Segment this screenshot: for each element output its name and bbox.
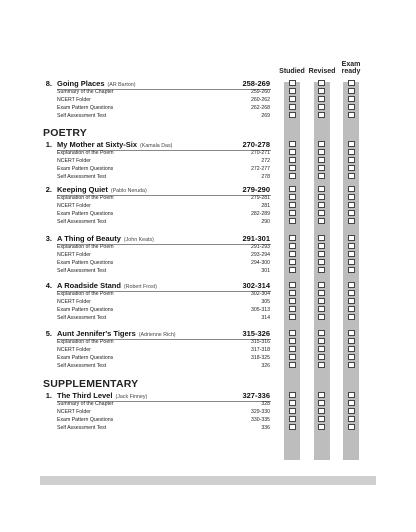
subitem-label: NCERT Folder [57, 203, 91, 210]
chapter-number: 2. [45, 185, 52, 194]
revised-checkbox[interactable] [318, 235, 325, 241]
revised-checkbox[interactable] [318, 173, 325, 179]
section-heading: POETRY [43, 127, 87, 139]
studied-checkbox[interactable] [289, 202, 296, 208]
subitem-pages: 305 [261, 299, 270, 306]
chapter-title-text: Aunt Jennifer's Tigers [57, 329, 136, 338]
exam-ready-checkbox[interactable] [348, 141, 355, 147]
studied-checkbox[interactable] [289, 282, 296, 288]
chapter-number: 5. [45, 329, 52, 338]
revised-checkbox[interactable] [318, 202, 325, 208]
exam-ready-checkbox[interactable] [348, 157, 355, 163]
studied-checkbox[interactable] [289, 408, 296, 414]
subitem-pages: 328 [261, 401, 270, 407]
subitem-pages: 259-260 [250, 89, 270, 95]
revised-checkbox[interactable] [318, 346, 325, 352]
revised-checkbox[interactable] [318, 282, 325, 288]
subitem-pages: 291-293 [250, 244, 270, 250]
subitem-pages: 269 [261, 113, 270, 120]
subitem-pages: 294-300 [250, 260, 270, 267]
chapter-title-text: Going Places [57, 79, 105, 88]
studied-checkbox[interactable] [289, 96, 296, 102]
exam-ready-checkbox[interactable] [348, 251, 355, 257]
studied-header: Studied [279, 68, 305, 75]
exam-ready-checkbox[interactable] [348, 354, 355, 360]
chapter-author: (Robert Frost) [123, 284, 157, 290]
exam-ready-checkbox[interactable] [348, 408, 355, 414]
revised-checkbox[interactable] [318, 80, 325, 86]
subitem-pages: 272-277 [250, 166, 270, 173]
subitem-label: Summary of the Chapter [57, 401, 114, 407]
chapter-pages: 327-336 [242, 391, 270, 400]
revised-checkbox[interactable] [318, 259, 325, 265]
exam-ready-checkbox[interactable] [348, 416, 355, 422]
subitem-label: Explanation of the Poem [57, 150, 114, 156]
exam-ready-header [339, 61, 363, 75]
revised-checkbox[interactable] [318, 408, 325, 414]
studied-checkbox[interactable] [289, 424, 296, 430]
studied-checkbox[interactable] [289, 298, 296, 304]
revised-checkbox[interactable] [318, 243, 325, 249]
subitem-pages: 281 [261, 203, 270, 210]
revised-checkbox[interactable] [318, 362, 325, 368]
revised-checkbox[interactable] [318, 96, 325, 102]
revised-checkbox[interactable] [318, 338, 325, 344]
footer-bar [40, 476, 376, 485]
chapter-author: (Jack Finney) [115, 394, 148, 400]
subitem-pages: 318-325 [250, 355, 270, 362]
exam-ready-checkbox[interactable] [348, 186, 355, 192]
subitem-pages: 314 [261, 315, 270, 322]
studied-checkbox[interactable] [289, 194, 296, 200]
subitem-pages: 329-330 [250, 409, 270, 416]
exam-ready-checkbox[interactable] [348, 424, 355, 430]
exam-ready-checkbox[interactable] [348, 218, 355, 224]
studied-checkbox[interactable] [289, 80, 296, 86]
subitem-label: Self Assessment Test [57, 113, 107, 120]
exam-ready-checkbox[interactable] [348, 400, 355, 406]
chapter-title[interactable] [57, 185, 147, 194]
subitem-label: Self Assessment Test [57, 315, 107, 322]
subitem-label: Explanation of the Poem [57, 339, 114, 345]
revised-checkbox[interactable] [318, 218, 325, 224]
studied-checkbox[interactable] [289, 173, 296, 179]
exam-ready-checkbox[interactable] [348, 112, 355, 118]
exam-ready-checkbox[interactable] [348, 306, 355, 312]
studied-checkbox[interactable] [289, 259, 296, 265]
revised-header: Revised [308, 68, 336, 75]
revised-checkbox[interactable] [318, 186, 325, 192]
studied-checkbox[interactable] [289, 267, 296, 273]
studied-checkbox[interactable] [289, 165, 296, 171]
studied-checkbox[interactable] [289, 235, 296, 241]
exam-ready-checkbox[interactable] [348, 282, 355, 288]
chapter-author: (John Keats) [123, 237, 154, 243]
subitem-label: Summary of the Chapter [57, 89, 114, 95]
revised-checkbox[interactable] [318, 88, 325, 94]
subitem-label: NCERT Folder [57, 299, 91, 306]
exam-ready-checkbox[interactable] [348, 346, 355, 352]
exam-ready-checkbox[interactable] [348, 149, 355, 155]
exam-ready-checkbox[interactable] [348, 104, 355, 110]
exam-ready-checkbox[interactable] [348, 259, 355, 265]
chapter-number: 3. [45, 234, 52, 243]
revised-checkbox[interactable] [318, 104, 325, 110]
exam-ready-checkbox[interactable] [348, 338, 355, 344]
revised-checkbox[interactable] [318, 141, 325, 147]
chapter-title[interactable] [57, 79, 136, 88]
studied-checkbox[interactable] [289, 392, 296, 398]
exam-ready-checkbox[interactable] [348, 243, 355, 249]
subitem-label: Explanation of the Poem [57, 195, 114, 201]
chapter-title[interactable] [57, 281, 157, 290]
chapter-author: (Pablo Neruda) [110, 188, 147, 194]
subitem-pages: 305-313 [250, 307, 270, 314]
chapter-title-text: The Third Level [57, 391, 113, 400]
studied-checkbox[interactable] [289, 346, 296, 352]
exam-ready-checkbox[interactable] [348, 330, 355, 336]
subitem-pages: 336 [261, 425, 270, 432]
studied-checkbox[interactable] [289, 141, 296, 147]
subitem-label: Self Assessment Test [57, 363, 107, 370]
studied-checkbox[interactable] [289, 218, 296, 224]
chapter-pages: 270-278 [242, 140, 270, 149]
subitem-label: NCERT Folder [57, 347, 91, 354]
chapter-number: 1. [45, 391, 52, 400]
studied-checkbox[interactable] [289, 314, 296, 320]
subitem-pages: 278 [261, 174, 270, 181]
subitem-pages: 272 [261, 158, 270, 165]
subitem-label: Self Assessment Test [57, 425, 107, 432]
subitem-label: Exam Pattern Questions [57, 260, 114, 267]
subitem-pages: 326 [261, 363, 270, 370]
exam-ready-checkbox[interactable] [348, 202, 355, 208]
exam-ready-checkbox[interactable] [348, 96, 355, 102]
chapter-number: 1. [45, 140, 52, 149]
studied-checkbox[interactable] [289, 88, 296, 94]
subitem-pages: 290 [261, 219, 270, 226]
revised-checkbox[interactable] [318, 298, 325, 304]
subitem-label: Self Assessment Test [57, 219, 107, 226]
chapter-pages: 302-314 [242, 281, 270, 290]
studied-checkbox[interactable] [289, 306, 296, 312]
subitem-pages: 302-304 [250, 291, 270, 297]
exam-ready-checkbox[interactable] [348, 165, 355, 171]
chapter-author: (AR Barton) [107, 82, 136, 88]
exam-ready-checkbox[interactable] [348, 194, 355, 200]
studied-checkbox[interactable] [289, 157, 296, 163]
subitem-pages: 330-335 [250, 417, 270, 424]
studied-checkbox[interactable] [289, 416, 296, 422]
revised-checkbox[interactable] [318, 354, 325, 360]
subitem-pages: 270-271 [250, 150, 270, 156]
studied-checkbox[interactable] [289, 400, 296, 406]
revised-checkbox[interactable] [318, 194, 325, 200]
revised-checkbox[interactable] [318, 416, 325, 422]
revised-checkbox[interactable] [318, 149, 325, 155]
exam-ready-checkbox[interactable] [348, 173, 355, 179]
subitem-label: Exam Pattern Questions [57, 417, 114, 424]
subitem-label: Exam Pattern Questions [57, 166, 114, 173]
revised-checkbox[interactable] [318, 392, 325, 398]
chapter-title[interactable] [57, 234, 154, 243]
revised-checkbox[interactable] [318, 424, 325, 430]
subitem-label: Exam Pattern Questions [57, 105, 114, 112]
subitem-pages: 301 [261, 268, 270, 275]
revised-checkbox[interactable] [318, 165, 325, 171]
exam-ready-checkbox[interactable] [348, 235, 355, 241]
subitem-pages: 315-316 [250, 339, 270, 345]
exam-ready-checkbox[interactable] [348, 88, 355, 94]
revised-checkbox[interactable] [318, 112, 325, 118]
revised-checkbox[interactable] [318, 251, 325, 257]
revised-checkbox[interactable] [318, 314, 325, 320]
subitem-label: NCERT Folder [57, 97, 91, 104]
chapter-title[interactable] [57, 391, 147, 400]
chapter-title-text: My Mother at Sixty-Six [57, 140, 138, 149]
studied-checkbox[interactable] [289, 330, 296, 336]
exam-ready-checkbox[interactable] [348, 298, 355, 304]
revised-checkbox[interactable] [318, 157, 325, 163]
subitem-pages: 282-289 [250, 211, 270, 218]
studied-checkbox[interactable] [289, 290, 296, 296]
chapter-pages: 258-269 [242, 79, 270, 88]
studied-checkbox[interactable] [289, 186, 296, 192]
exam-ready-checkbox[interactable] [348, 210, 355, 216]
chapter-title-text: A Thing of Beauty [57, 234, 121, 243]
studied-checkbox[interactable] [289, 354, 296, 360]
revised-checkbox[interactable] [318, 210, 325, 216]
subitem-pages: 260-262 [250, 97, 270, 104]
chapter-pages: 315-326 [242, 329, 270, 338]
subitem-label: Explanation of the Poem [57, 291, 114, 297]
revised-checkbox[interactable] [318, 267, 325, 273]
chapter-author: (Kamala Das) [140, 143, 173, 149]
subitem-pages: 262-268 [250, 105, 270, 112]
subitem-pages: 293-294 [250, 252, 270, 259]
exam-ready-checkbox[interactable] [348, 392, 355, 398]
chapter-pages: 291-301 [242, 234, 270, 243]
subitem-label: NCERT Folder [57, 409, 91, 416]
studied-checkbox[interactable] [289, 338, 296, 344]
subitem-label: Exam Pattern Questions [57, 211, 114, 218]
exam-ready-checkbox[interactable] [348, 80, 355, 86]
exam-ready-checkbox[interactable] [348, 267, 355, 273]
subitem-pages: 317-318 [250, 347, 270, 354]
section-heading: SUPPLEMENTARY [43, 378, 139, 390]
studied-checkbox[interactable] [289, 104, 296, 110]
studied-checkbox[interactable] [289, 251, 296, 257]
studied-checkbox[interactable] [289, 243, 296, 249]
subitem-label: Self Assessment Test [57, 174, 107, 181]
chapter-title[interactable] [57, 329, 176, 338]
chapter-author: (Adrienne Rich) [138, 332, 176, 338]
exam-ready-checkbox[interactable] [348, 290, 355, 296]
chapter-number: 8. [45, 79, 52, 88]
exam-ready-checkbox[interactable] [348, 362, 355, 368]
revised-checkbox[interactable] [318, 306, 325, 312]
studied-checkbox[interactable] [289, 362, 296, 368]
revised-checkbox[interactable] [318, 290, 325, 296]
exam-ready-checkbox[interactable] [348, 314, 355, 320]
chapter-number: 4. [45, 281, 52, 290]
subitem-label: NCERT Folder [57, 158, 91, 165]
subitem-label: NCERT Folder [57, 252, 91, 259]
revised-checkbox[interactable] [318, 330, 325, 336]
studied-checkbox[interactable] [289, 149, 296, 155]
subitem-label: Exam Pattern Questions [57, 307, 114, 314]
revised-checkbox[interactable] [318, 400, 325, 406]
chapter-title-text: A Roadside Stand [57, 281, 121, 290]
studied-checkbox[interactable] [289, 112, 296, 118]
subitem-label: Self Assessment Test [57, 268, 107, 275]
chapter-title-text: Keeping Quiet [57, 185, 108, 194]
chapter-title[interactable] [57, 140, 172, 149]
subitem-label: Exam Pattern Questions [57, 355, 114, 362]
chapter-pages: 279-290 [242, 185, 270, 194]
studied-checkbox[interactable] [289, 210, 296, 216]
subitem-label: Explanation of the Poem [57, 244, 114, 250]
subitem-pages: 279-281 [250, 195, 270, 201]
exam-ready-header-text: Exam ready [341, 61, 361, 75]
